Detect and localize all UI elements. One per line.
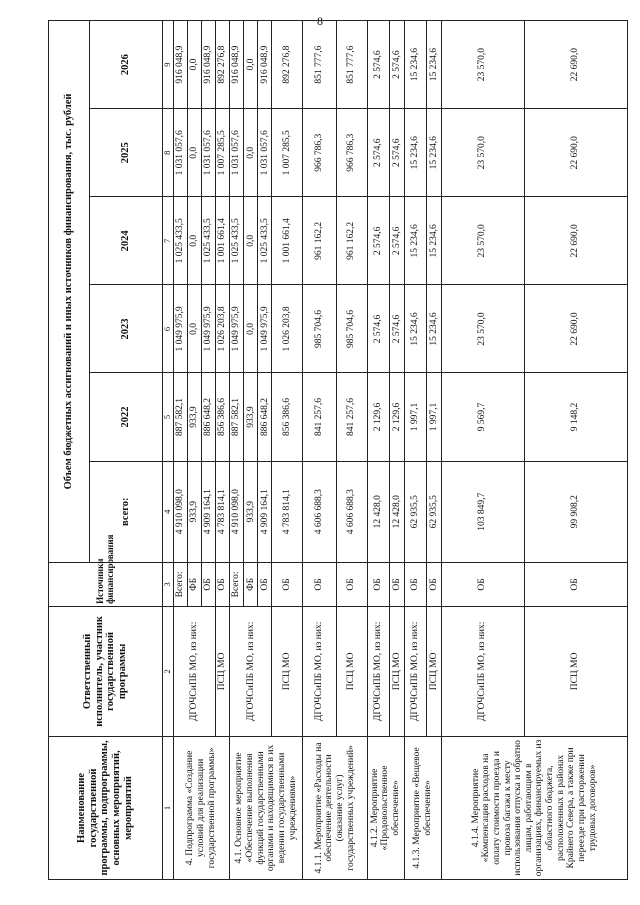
value-2025: 966 786,3 — [336, 109, 367, 197]
value-2022: 933,9 — [187, 373, 201, 461]
value-2026: 2 574,6 — [367, 21, 390, 109]
value-2026: 0,0 — [187, 21, 201, 109]
value-2026: 892 276,8 — [215, 21, 229, 109]
measure-name-4-1-3: 4.1.3. Мероприятие «Вещевое обеспечение» — [404, 736, 441, 879]
value-2022: 9 148,2 — [524, 373, 627, 461]
value-2023: 15 234,6 — [427, 285, 441, 373]
value-2026: 15 234,6 — [404, 21, 427, 109]
value-2022: 856 386,6 — [215, 373, 229, 461]
value-total: 4 910 098,0 — [173, 461, 187, 562]
header-2026: 2026 — [90, 21, 162, 109]
header-source: Источники финансирования — [49, 562, 163, 606]
value-total: 4 909 164,1 — [201, 461, 215, 562]
value-2024: 15 234,6 — [427, 197, 441, 285]
value-2023: 985 704,6 — [336, 285, 367, 373]
value-2022: 887 582,1 — [173, 373, 187, 461]
value-2023: 1 049 975,9 — [230, 285, 244, 373]
value-2026: 916 048,9 — [230, 21, 244, 109]
source-cell: ОБ — [215, 562, 229, 606]
source-cell: ОБ — [404, 562, 427, 606]
value-2024: 1 001 661,4 — [215, 197, 229, 285]
value-total: 4 909 164,1 — [258, 461, 272, 562]
header-funding: Объем бюджетных ассигнований и иных источников финансирования, тыс. рублей — [49, 21, 90, 563]
value-2025: 0,0 — [244, 109, 258, 197]
value-2023: 1 049 975,9 — [258, 285, 272, 373]
index-cell: 6 — [162, 285, 173, 373]
index-row — [162, 21, 173, 880]
value-2025: 15 234,6 — [427, 109, 441, 197]
executor-cell: ДГОЧСиПБ МО, из них: — [367, 606, 390, 736]
executor-cell: ПСЦ МО — [272, 606, 303, 736]
header-2023: 2023 — [90, 285, 162, 373]
value-2023: 985 704,6 — [303, 285, 336, 373]
value-2026: 15 234,6 — [427, 21, 441, 109]
source-cell: ОБ — [258, 562, 272, 606]
value-total: 12 428,0 — [367, 461, 390, 562]
value-2025: 0,0 — [187, 109, 201, 197]
value-total: 4 606 688,3 — [336, 461, 367, 562]
header-name: Наименование государственной программы, подпрограммы, основных мероприятий, мероприятий — [49, 736, 163, 879]
executor-cell: ДГОЧСиПБ МО, из них: — [404, 606, 427, 736]
value-2025: 2 574,6 — [367, 109, 390, 197]
value-2023: 1 026 203,8 — [272, 285, 303, 373]
source-cell: ОБ — [336, 562, 367, 606]
value-total: 12 428,0 — [390, 461, 404, 562]
value-2024: 0,0 — [244, 197, 258, 285]
measure-name-4-1-1: 4.1.1. Мероприятие «Расходы на обеспечение деятельности (оказание услуг) государственных учреждений» — [303, 736, 367, 879]
source-cell: Всего: — [173, 562, 187, 606]
activity-name-4-1: 4.1. Основное мероприятие «Обеспечение выполнения функций государственными органами и находящимися в их ведении государственными учреждениями» — [230, 736, 303, 879]
executor-cell: ДГОЧСиПБ МО, из них: — [303, 606, 336, 736]
value-2026: 0,0 — [244, 21, 258, 109]
header-total: всего: — [90, 461, 162, 562]
source-cell: ОБ — [201, 562, 215, 606]
value-2024: 1 025 433,5 — [230, 197, 244, 285]
funding-table — [48, 20, 628, 880]
value-2026: 916 048,9 — [258, 21, 272, 109]
value-2023: 22 690,0 — [524, 285, 627, 373]
value-2022: 886 648,2 — [258, 373, 272, 461]
executor-cell: ПСЦ МО — [427, 606, 441, 736]
table-row — [404, 21, 427, 880]
page-number: 8 — [317, 14, 323, 28]
value-2026: 851 777,6 — [336, 21, 367, 109]
index-cell: 5 — [162, 373, 173, 461]
value-total: 99 908,2 — [524, 461, 627, 562]
value-total: 103 849,7 — [441, 461, 524, 562]
executor-cell: ПСЦ МО — [336, 606, 367, 736]
executor-cell: ДГОЧСиПБ МО, из них: — [173, 606, 215, 736]
value-2025: 15 234,6 — [404, 109, 427, 197]
value-total: 4 783 814,1 — [272, 461, 303, 562]
value-2023: 15 234,6 — [404, 285, 427, 373]
value-total: 933,9 — [244, 461, 258, 562]
value-2022: 841 257,6 — [336, 373, 367, 461]
value-2023: 1 026 203,8 — [215, 285, 229, 373]
value-2025: 1 031 057,6 — [173, 109, 187, 197]
program-name-4: 4. Подпрограмма «Создание условий для реализации государственной программы» — [173, 736, 230, 879]
table-row — [441, 21, 524, 880]
rotated-table-page — [48, 20, 628, 880]
value-2026: 916 048,9 — [173, 21, 187, 109]
value-total: 4 606 688,3 — [303, 461, 336, 562]
header-2024: 2024 — [90, 197, 162, 285]
value-2026: 916 048,9 — [201, 21, 215, 109]
value-2024: 961 162,2 — [303, 197, 336, 285]
value-2025: 23 570,0 — [441, 109, 524, 197]
value-2022: 9 569,7 — [441, 373, 524, 461]
table-row — [303, 21, 336, 880]
source-cell: Всего: — [230, 562, 244, 606]
table-row — [173, 21, 187, 880]
value-2026: 892 276,8 — [272, 21, 303, 109]
value-2024: 0,0 — [187, 197, 201, 285]
header-2022: 2022 — [90, 373, 162, 461]
value-2025: 1 007 285,5 — [215, 109, 229, 197]
value-2023: 0,0 — [244, 285, 258, 373]
value-2023: 0,0 — [187, 285, 201, 373]
value-2022: 2 129,6 — [367, 373, 390, 461]
value-2024: 1 025 433,5 — [201, 197, 215, 285]
value-2022: 887 582,1 — [230, 373, 244, 461]
index-cell: 1 — [162, 736, 173, 879]
value-2022: 886 648,2 — [201, 373, 215, 461]
value-2023: 1 049 975,9 — [173, 285, 187, 373]
value-2022: 2 129,6 — [390, 373, 404, 461]
value-2022: 933,9 — [244, 373, 258, 461]
value-2025: 1 031 057,6 — [230, 109, 244, 197]
value-2023: 2 574,6 — [367, 285, 390, 373]
value-2022: 856 386,6 — [272, 373, 303, 461]
table-row — [230, 21, 244, 880]
value-2025: 2 574,6 — [390, 109, 404, 197]
table-row — [367, 21, 390, 880]
source-cell: ОБ — [272, 562, 303, 606]
value-2024: 1 025 433,5 — [173, 197, 187, 285]
value-total: 4 910 098,0 — [230, 461, 244, 562]
index-cell: 4 — [162, 461, 173, 562]
source-cell: ОБ — [303, 562, 336, 606]
source-cell: ФБ — [244, 562, 258, 606]
executor-cell: ДГОЧСиПБ МО, из них: — [230, 606, 272, 736]
source-cell: ОБ — [427, 562, 441, 606]
value-2024: 1 025 433,5 — [258, 197, 272, 285]
measure-name-4-1-2: 4.1.2. Мероприятие «Продовольственное обеспечение» — [367, 736, 404, 879]
value-total: 62 935,5 — [404, 461, 427, 562]
value-2023: 1 049 975,9 — [201, 285, 215, 373]
value-2026: 2 574,6 — [390, 21, 404, 109]
value-2024: 961 162,2 — [336, 197, 367, 285]
value-2022: 1 997,1 — [404, 373, 427, 461]
value-2022: 1 997,1 — [427, 373, 441, 461]
executor-cell: ДГОЧСиПБ МО, из них: — [441, 606, 524, 736]
index-cell: 7 — [162, 197, 173, 285]
value-total: 62 935,5 — [427, 461, 441, 562]
measure-name-4-1-4: 4.1.4. Мероприятие «Компенсация расходов на оплату стоимости проезда и провоза багажа к месту использования отпуска и обратно лицам, работающим в организациях, финансируемых из областного бюджета, расположенных в районах Крайнего Севера, а также при переезде при расторжении трудовых договоров» — [441, 736, 627, 879]
value-2024: 23 570,0 — [441, 197, 524, 285]
value-2024: 15 234,6 — [404, 197, 427, 285]
executor-cell: ПСЦ МО — [524, 606, 627, 736]
index-cell: 2 — [162, 606, 173, 736]
header-2025: 2025 — [90, 109, 162, 197]
source-cell: ОБ — [390, 562, 404, 606]
value-2026: 23 570,0 — [441, 21, 524, 109]
value-2023: 23 570,0 — [441, 285, 524, 373]
header-executor: Ответственный исполнитель, участник государственной программы — [49, 606, 163, 736]
value-2025: 1 031 057,6 — [258, 109, 272, 197]
value-2024: 22 690,0 — [524, 197, 627, 285]
value-2022: 841 257,6 — [303, 373, 336, 461]
value-total: 933,9 — [187, 461, 201, 562]
value-2023: 2 574,6 — [390, 285, 404, 373]
index-cell: 9 — [162, 21, 173, 109]
value-2026: 851 777,6 — [303, 21, 336, 109]
value-2025: 22 690,0 — [524, 109, 627, 197]
source-cell: ФБ — [187, 562, 201, 606]
source-cell: ОБ — [441, 562, 524, 606]
value-2024: 1 001 661,4 — [272, 197, 303, 285]
value-2025: 1 007 285,5 — [272, 109, 303, 197]
value-2025: 966 786,3 — [303, 109, 336, 197]
index-cell: 3 — [162, 562, 173, 606]
executor-cell: ПСЦ МО — [390, 606, 404, 736]
value-2024: 2 574,6 — [390, 197, 404, 285]
source-cell: ОБ — [524, 562, 627, 606]
value-2024: 2 574,6 — [367, 197, 390, 285]
value-2025: 1 031 057,6 — [201, 109, 215, 197]
source-cell: ОБ — [367, 562, 390, 606]
executor-cell: ПСЦ МО — [215, 606, 229, 736]
index-cell: 8 — [162, 109, 173, 197]
value-total: 4 783 814,1 — [215, 461, 229, 562]
value-2026: 22 690,0 — [524, 21, 627, 109]
